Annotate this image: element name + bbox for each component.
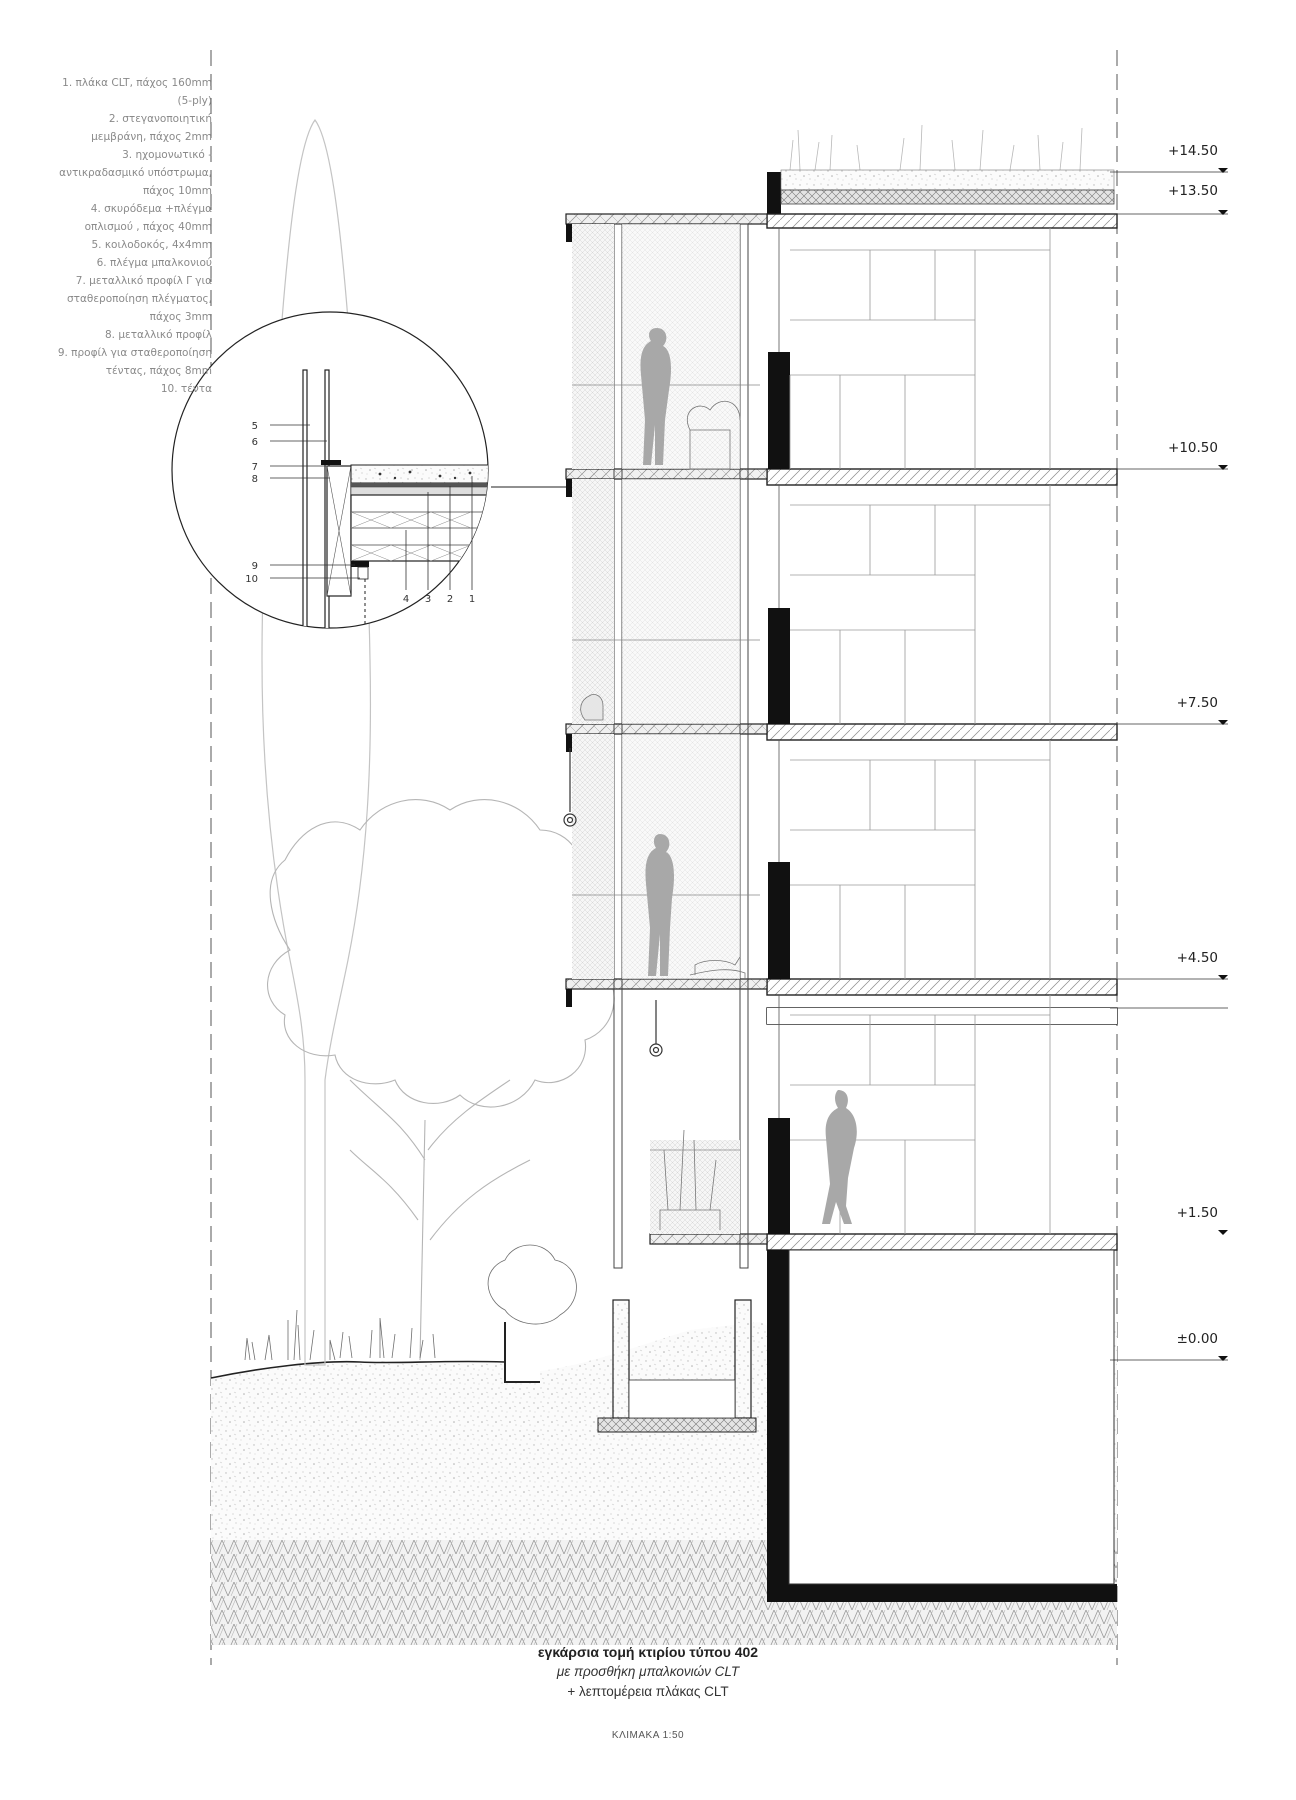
legend-line: (5-ply) — [177, 95, 212, 107]
roof-parapet — [767, 172, 781, 214]
level-label-14-50: +14.50 — [1168, 143, 1218, 159]
drawing-title: εγκάρσια τομή κτιρίου τύπου 402 — [537, 1644, 759, 1660]
callout-5: 5 — [251, 421, 258, 432]
basement-floor — [767, 1584, 1117, 1602]
cypress-tree — [262, 120, 370, 1365]
legend-line: 1. πλάκα CLT, πάχος 160mm — [62, 77, 212, 89]
callout-1: 1 — [468, 594, 476, 605]
level-marker-arrows — [1218, 168, 1228, 1361]
callout-6: 6 — [251, 437, 258, 448]
legend-line: 3. ηχομονωτικό - — [122, 149, 212, 161]
drawing-subtitle: με προσθήκη μπαλκονιών CLT — [556, 1664, 740, 1679]
material-legend — [40, 74, 212, 398]
legend-line: 5. κοιλοδοκός, 4x4mm — [91, 239, 212, 251]
legend-line: 10. τέντα — [160, 383, 212, 395]
legend-line: οπλισμού , πάχος 40mm — [84, 221, 212, 233]
level-label-10-50: +10.50 — [1168, 440, 1218, 456]
roof-drainage-layer — [781, 190, 1114, 204]
legend-line: σταθεροποίηση πλέγματος, — [67, 293, 212, 305]
callout-4: 4 — [402, 594, 410, 605]
legend-line: 6. πλέγμα μπαλκονιού — [96, 257, 212, 269]
drawing-scale: ΚΛΙΜΑΚΑ 1:50 — [611, 1730, 685, 1741]
legend-line: 2. στεγανοποιητική — [108, 113, 212, 125]
floor-slabs — [767, 469, 1117, 1250]
legend-line: αντικραδασμικό υπόστρωμα, — [59, 167, 212, 179]
level-label-7-50: +7.50 — [1176, 695, 1218, 711]
level-label-13-50: +13.50 — [1168, 183, 1218, 199]
drawing-detail-note: + λεπτομέρεια πλάκας CLT — [567, 1684, 729, 1699]
legend-line: μεμβράνη, πάχος 2mm — [91, 131, 212, 143]
callout-3: 3 — [424, 594, 432, 605]
level-label-4-50: +4.50 — [1176, 950, 1218, 966]
roof-slab — [767, 214, 1117, 228]
legend-line: 8. μεταλλικό προφίλ — [105, 329, 212, 341]
legend-line: 7. μεταλλικό προφίλ Γ για — [75, 275, 212, 287]
roof-vegetation-layer — [781, 170, 1114, 190]
legend-line: πάχος 10mm — [142, 185, 212, 197]
level-label-0-00: ±0.00 — [1176, 1331, 1218, 1347]
deciduous-tree — [268, 800, 615, 1360]
callout-8: 8 — [251, 474, 258, 485]
callout-7: 7 — [251, 462, 258, 473]
basement-wall — [767, 1250, 789, 1602]
legend-line: πάχος 3mm — [149, 311, 212, 323]
callout-2: 2 — [446, 594, 454, 605]
clt-detail-callout — [172, 312, 566, 630]
level-marker-lines — [1110, 172, 1228, 1360]
legend-line: τέντας, πάχος 8mm — [105, 365, 212, 377]
ground-plants — [245, 1245, 576, 1360]
basement-space — [789, 1250, 1114, 1584]
legend-line: 4. σκυρόδεμα +πλέγμα — [90, 203, 212, 215]
callout-10: 10 — [245, 574, 258, 585]
legend-line: 9. προφίλ για σταθεροποίηση — [57, 347, 212, 359]
level-label-1-50: +1.50 — [1176, 1205, 1218, 1221]
callout-9: 9 — [251, 561, 258, 572]
roof-plants — [790, 125, 1082, 170]
